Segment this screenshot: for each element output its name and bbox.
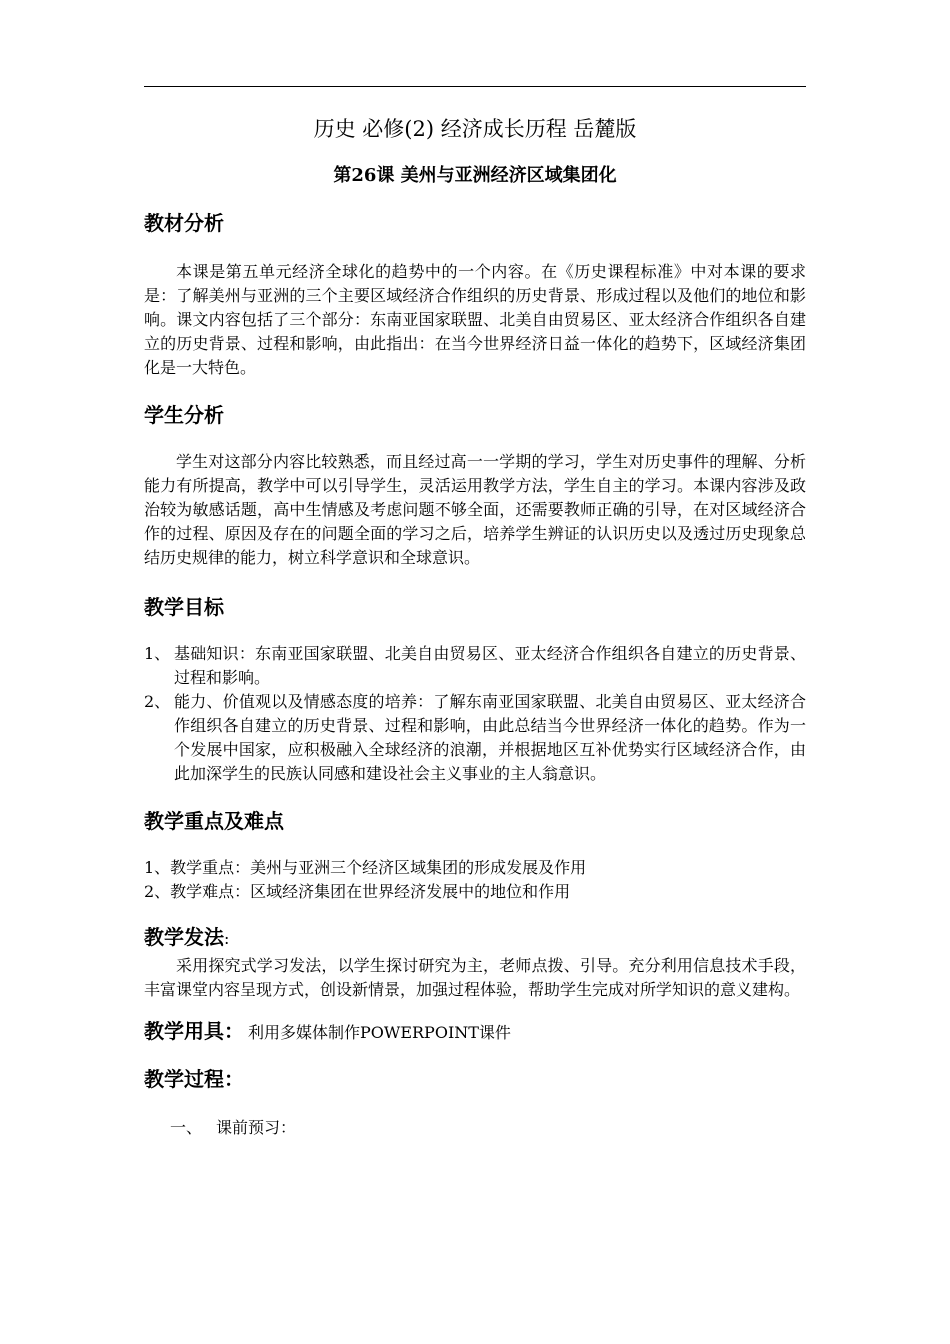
- teaching-tools-text: 利用多媒体制作POWERPOINT课件: [248, 1023, 511, 1042]
- document-title: 历史 必修(2) 经济成长历程 岳麓版: [313, 117, 637, 141]
- document-body: [144, 112, 806, 1140]
- sub-item-text: 课前预习：: [216, 1118, 297, 1137]
- header-rule: [144, 86, 806, 87]
- sub-item-number: 一、: [170, 1118, 203, 1137]
- heading-material-analysis: 教材分析: [144, 211, 224, 235]
- lesson-title: 第26课 美州与亚洲经济区域集团化: [333, 165, 617, 186]
- heading-colon: :: [224, 929, 230, 948]
- list-item-text: 基础知识：东南亚国家联盟、北美自由贸易区、亚太经济合作组织各自建立的历史背景、过程和影响。: [174, 644, 806, 687]
- paragraph-teaching-method: 采用探究式学习发法，以学生探讨研究为主，老师点拨、引导。充分利用信息技术手段，丰富课堂内容呈现方式，创设新情景，加强过程体验，帮助学生完成对所学知识的意义建构。: [144, 956, 806, 999]
- list-item-number: 2、: [144, 692, 171, 711]
- heading-teaching-tools: 教学用具：: [144, 1019, 244, 1043]
- list-item: 2、教学难点：区域经济集团在世界经济发展中的地位和作用: [144, 882, 571, 901]
- list-item: [144, 690, 806, 786]
- list-item: [144, 642, 806, 690]
- list-item: 1、教学重点：美州与亚洲三个经济区域集团的形成发展及作用: [144, 858, 587, 877]
- list-item-number: 1、: [144, 644, 171, 663]
- goals-list: [144, 642, 806, 786]
- heading-key-points: 教学重点及难点: [144, 809, 284, 833]
- paragraph-material-analysis: 本课是第五单元经济全球化的趋势中的一个内容。在《历史课程标准》中对本课的要求是：了解美州与亚洲的三个主要区域经济合作组织的历史背景、形成过程以及他们的地位和影响。课文内容包括了三个部分：东南亚国家联盟、北美自由贸易区、亚太经济合作组织各自建立的历史背景、过程和影响，由此指出：在当今世界经济日益一体化的趋势下，区域经济集团化是一大特色。: [144, 262, 806, 377]
- teaching-method-heading-row: [144, 922, 806, 954]
- heading-teaching-method: 教学发法: [144, 925, 224, 949]
- teaching-tools-row: [144, 1016, 806, 1048]
- paragraph-student-analysis: 学生对这部分内容比较熟悉，而且经过高一一学期的学习，学生对历史事件的理解、分析能力有所提高，教学中可以引导学生，灵活运用教学方法，学生自主的学习。本课内容涉及政治较为敏感话题，高中生情感及考虑问题不够全面，还需要教师正确的引导，在对区域经济合作的过程、原因及存在的问题全面的学习之后，培养学生辨证的认识历史以及透过历史现象总结历史规律的能力，树立科学意识和全球意识。: [144, 452, 806, 567]
- heading-teaching-goals: 教学目标: [144, 595, 224, 619]
- heading-student-analysis: 学生分析: [144, 403, 224, 427]
- key-points-list: [144, 856, 806, 904]
- process-sub-item: [144, 1116, 806, 1140]
- list-item-text: 能力、价值观以及情感态度的培养：了解东南亚国家联盟、北美自由贸易区、亚太经济合作组织各自建立的历史背景、过程和影响，由此总结当今世界经济一体化的趋势。作为一个发展中国家，应积极融入全球经济的浪潮，并根据地区互补优势实行区域经济合作，由此加深学生的民族认同感和建设社会主义事业的主人翁意识。: [174, 692, 806, 783]
- heading-teaching-process: 教学过程：: [144, 1067, 244, 1091]
